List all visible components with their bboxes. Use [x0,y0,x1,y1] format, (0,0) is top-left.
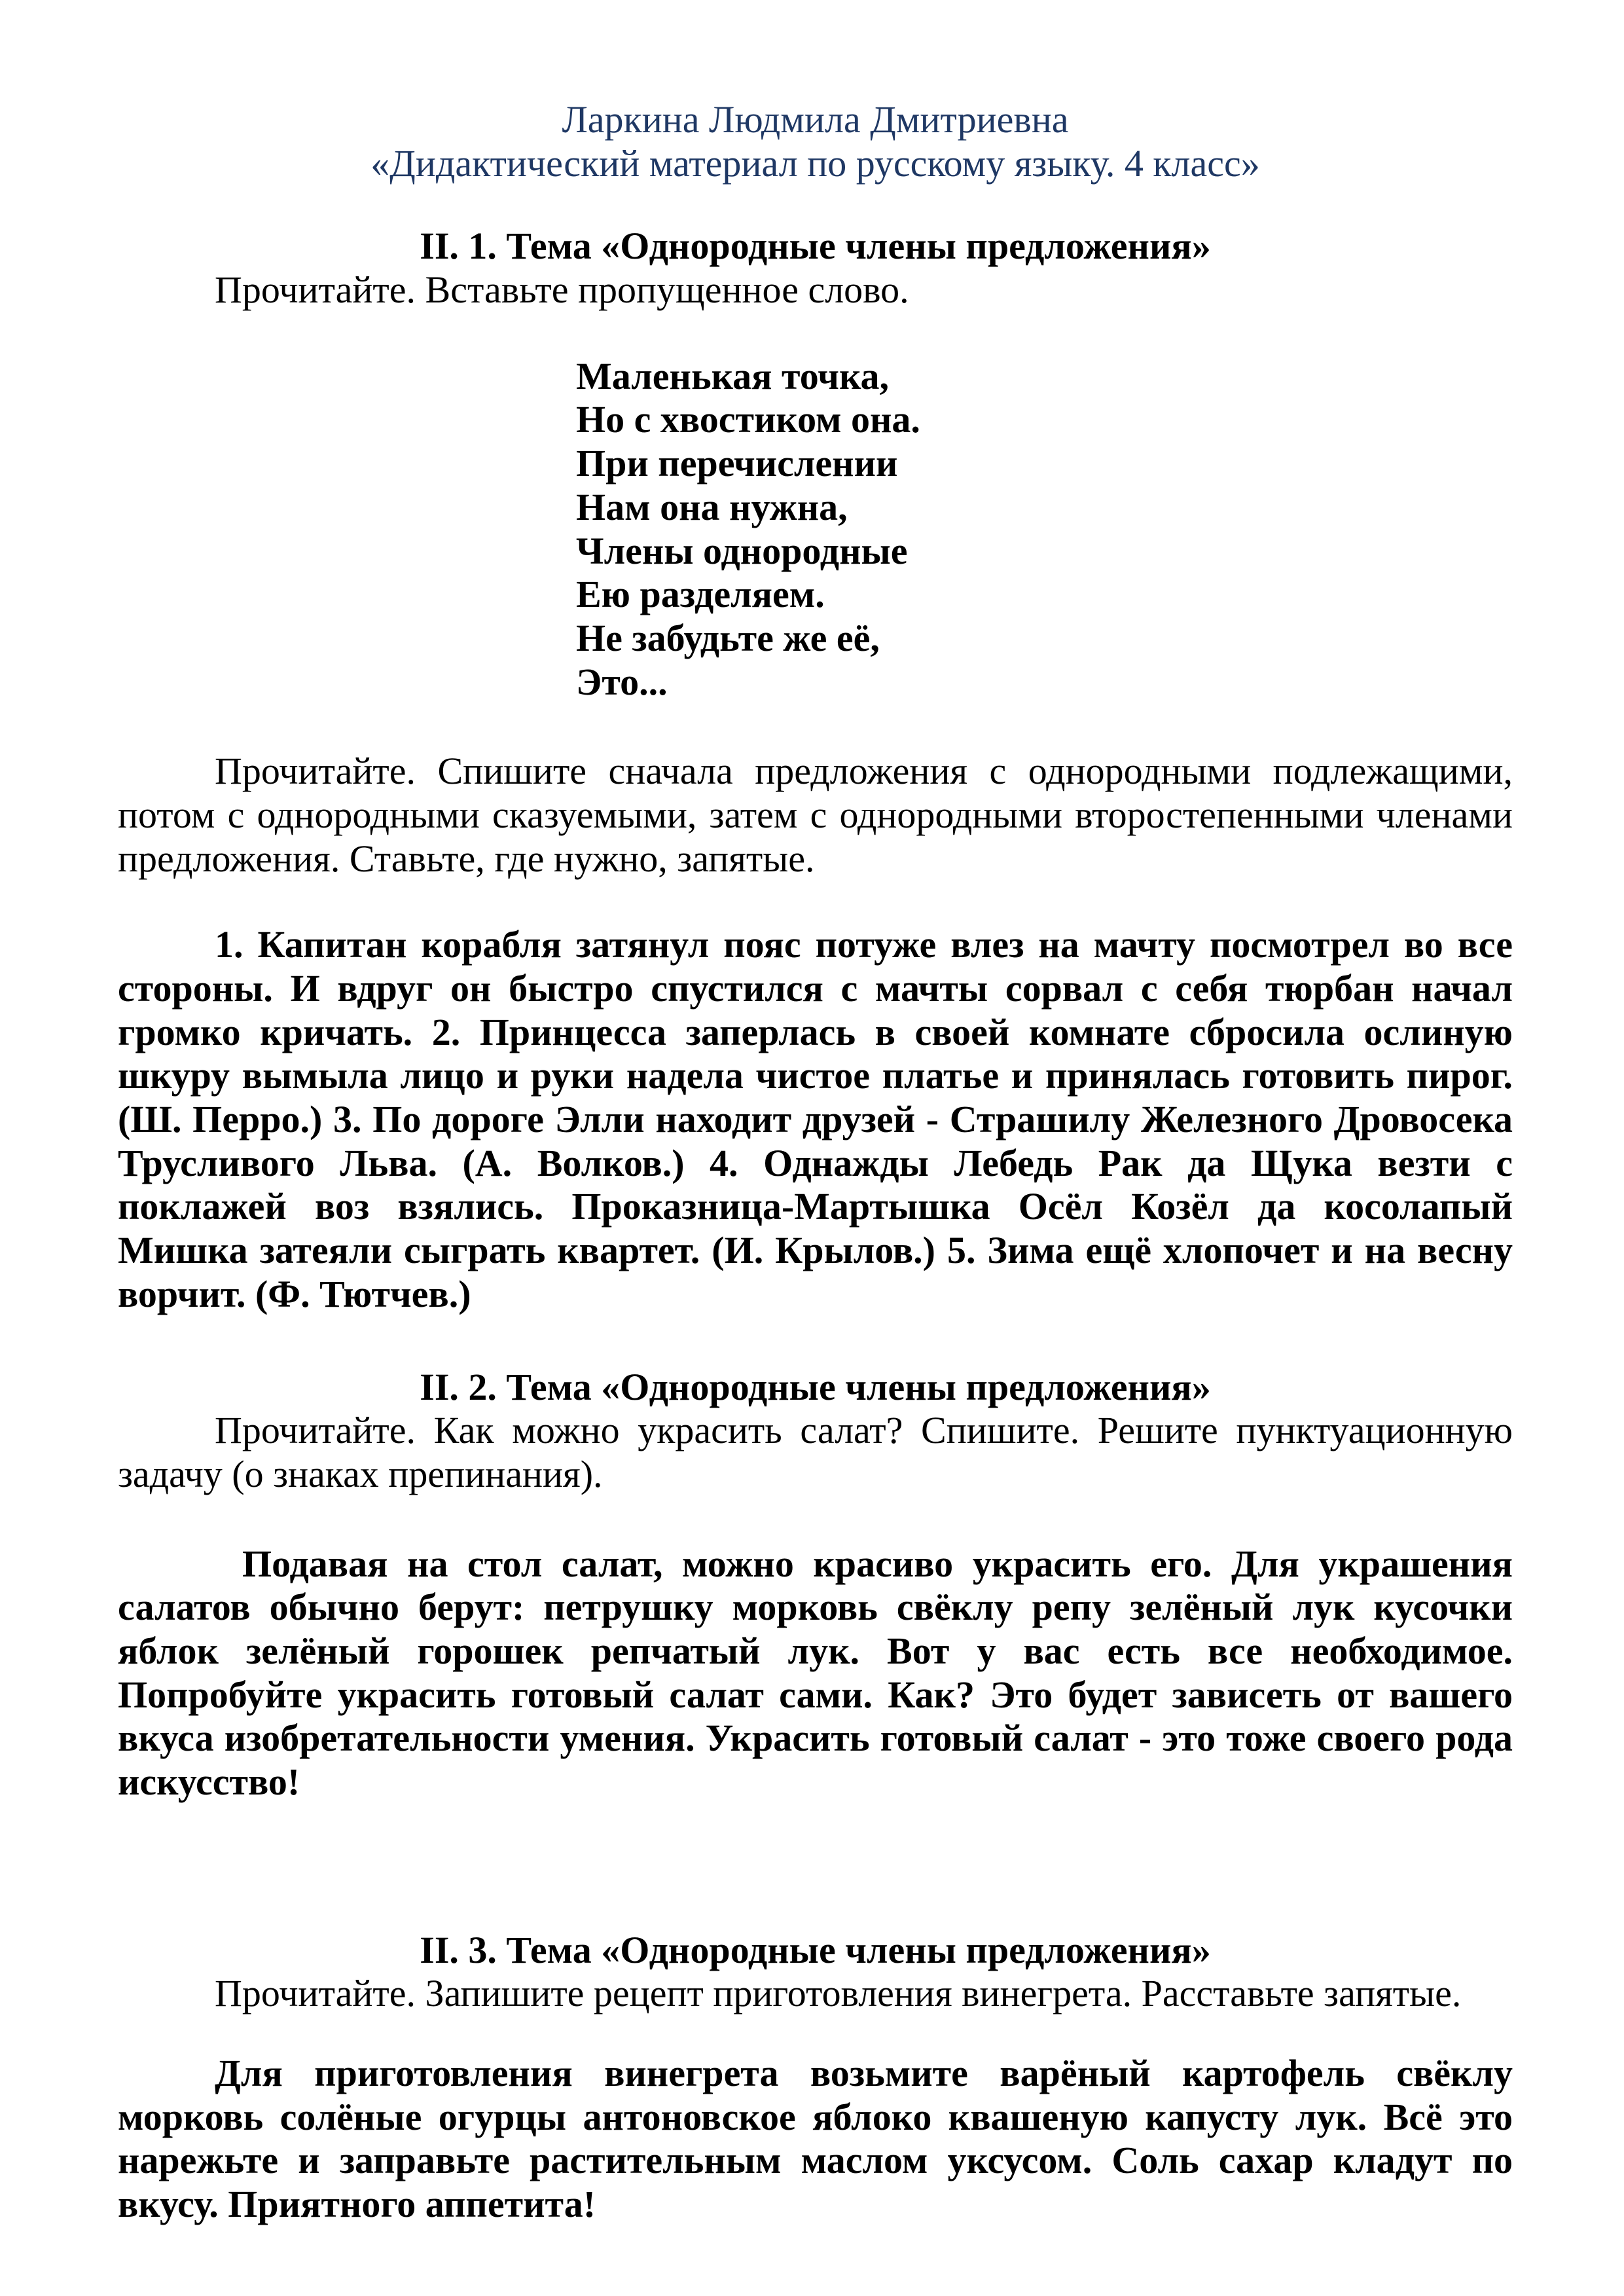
section-2-instruction: Прочитайте. Как можно украсить салат? Спишите. Решите пунктуационную задачу (о знаках препинания). [118,1409,1513,1495]
poem-line: При перечислении [576,442,898,485]
poem-line: Члены однородные [576,529,908,572]
section-3-instruction: Прочитайте. Запишите рецепт приготовления винегрета. Расставьте запятые. [215,1972,1462,2015]
section-1-heading: II. 1. Тема «Однородные члены предложения» [420,225,1211,268]
poem-line: Но с хвостиком она. [576,398,920,441]
section-1-instruction: Прочитайте. Вставьте пропущенное слово. [215,268,909,312]
document-header [118,98,1513,185]
section-2-heading: II. 2. Тема «Однородные члены предложения» [420,1365,1211,1408]
section-3-heading: II. 3. Тема «Однородные члены предложения» [420,1928,1211,1971]
poem-line: Это... [576,660,668,703]
poem-line: Не забудьте же её, [576,616,880,659]
section-2-exercise: Подавая на стол салат, можно красиво украсить его. Для украшения салатов обычно берут: петрушку морковь свёклу репу зелёный лук кусочки яблок зелёный горошек репчатый лук. Вот у вас есть все необходимое. Попробуйте украсить готовый салат сами. Как? Это будет зависеть от вашего вкуса изобретательности умения. Украсить готовый салат - это тоже своего рода искусство! [118,1542,1513,1803]
poem [576,355,1513,704]
book-title: «Дидактический материал по русскому языку. 4 класс» [370,141,1260,185]
section-1-task: Прочитайте. Спишите сначала предложения с однородными подлежащими, потом с однородными сказуемыми, затем с однородными второстепенными членами предложения. Ставьте, где нужно, запятые. [118,750,1513,880]
poem-line: Ею разделяем. [576,573,825,616]
author-name: Ларкина Людмила Дмитриевна [562,98,1069,141]
poem-line: Нам она нужна, [576,485,848,528]
section-3-exercise: Для приготовления винегрета возьмите варёный картофель свёклу морковь солёные огурцы антоновское яблоко квашеную капусту лук. Всё это нарежьте и заправьте растительным маслом уксусом. Соль сахар кладут по вкусу. Приятного аппетита! [118,2052,1513,2226]
section-1-exercise: 1. Капитан корабля затянул пояс потуже влез на мачту посмотрел во все стороны. И вдруг он быстро спустился с мачты сорвал с себя тюрбан начал громко кричать. 2. Принцесса заперлась в своей комнате сбросила ослиную шкуру вымыла лицо и руки надела чистое платье и принялась готовить пирог. (Ш. Перро.) 3. По дороге Элли находит друзей - Страшилу Железного Дровосека Трусливого Льва. (А. Волков.) 4. Однажды Лебедь Рак да Щука везти с поклажей воз взялись. Проказница-Мартышка Осёл Козёл да косолапый Мишка затеяли сыграть квартет. (И. Крылов.) 5. Зима ещё хлопочет и на весну ворчит. (Ф. Тютчев.) [118,923,1513,1315]
poem-line: Маленькая точка, [576,354,890,397]
